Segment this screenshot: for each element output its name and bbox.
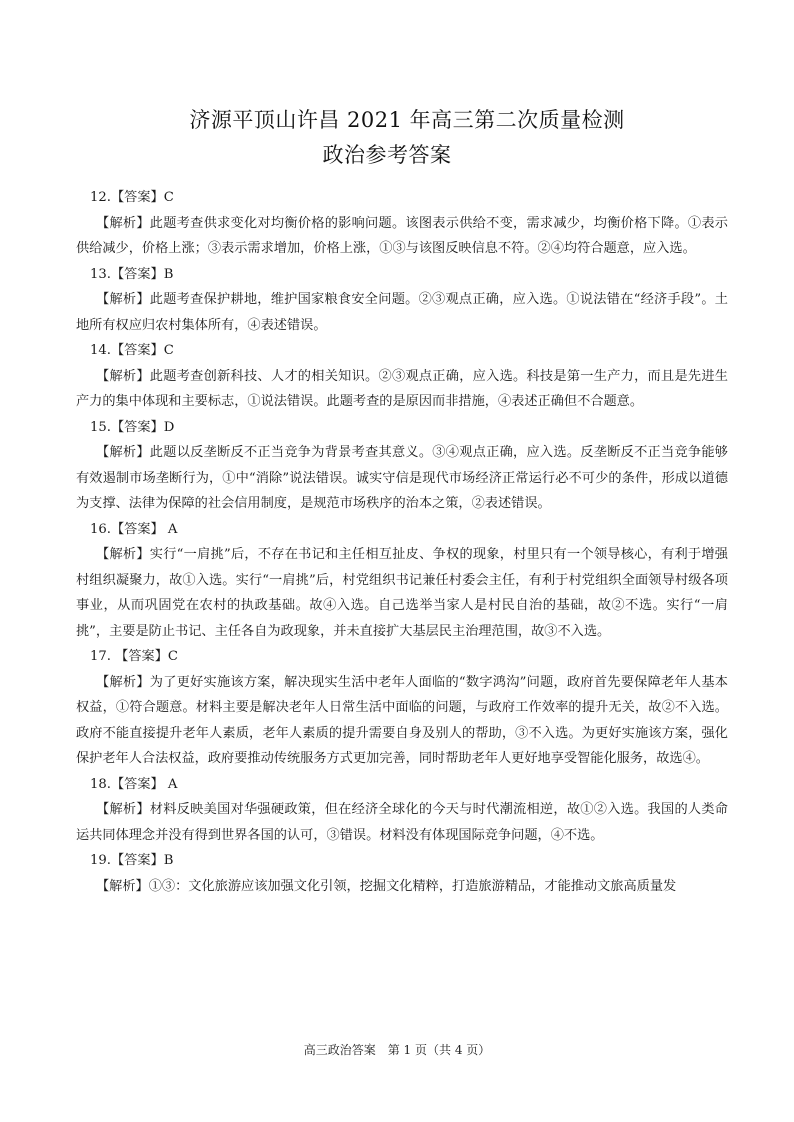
answer-head: 17. 【答案】C [90, 649, 179, 664]
answer-item-17 [76, 644, 728, 772]
answer-explanation: 【解析】此题考查创新科技、人才的相关知识。②③观点正确，应入选。科技是第一生产力，而且是先进生产力的集中体现和主要标志，①说法错误。此题考查的是原因而非措施，④表述正确但不合题意。 [76, 368, 728, 409]
answer-head: 18.【答案】 A [90, 776, 178, 792]
answer-head: 16.【答案】 A [90, 521, 178, 537]
answer-head: 19.【答案】B [90, 853, 174, 868]
answer-explanation: 【解析】①③：文化旅游应该加强文化引领，挖掘文化精粹，打造旅游精品，才能推动文旅高质量发 [96, 878, 677, 894]
document-title: 济源平顶山许昌 2021 年高三第二次质量检测 [189, 108, 625, 132]
answer-head: 12.【答案】C [90, 190, 174, 205]
answer-explanation: 【解析】此题考查保护耕地，维护国家粮食安全问题。②③观点正确，应入选。①说法错在“经济手段”。土地所有权应归农村集体所有，④表述错误。 [76, 292, 728, 333]
answer-item-16 [76, 517, 728, 645]
answer-explanation: 【解析】实行“一肩挑”后，不存在书记和主任相互扯皮、争权的现象，村里只有一个领导核心，有利于增强村组织凝聚力，故①入选。实行“一肩挑”后，村党组织书记兼任村委会主任，有利于村党组织全面领导村级各项事业，从而巩固党在农村的执政基础。故④入选。自己选举当家人是村民自治的基础，故②不选。实行“一肩挑”，主要是防止书记、主任各自为政现象，并未直接扩大基层民主治理范围，故③不入选。 [76, 547, 728, 639]
answer-explanation: 【解析】此题以反垄断反不正当竞争为背景考查其意义。③④观点正确，应入选。反垄断反不正当竞争能够有效遏制市场垄断行为，①中“消除”说法错误。诚实守信是现代市场经济正常运行必不可少的条件，形成以道德为支撑、法律为保障的社会信用制度，是规范市场秩序的治本之策，②表述错误。 [76, 445, 728, 511]
answer-item-13 [76, 262, 728, 339]
answer-item-18 [76, 772, 728, 849]
answer-head: 15.【答案】D [90, 419, 175, 435]
answer-item-15 [76, 415, 728, 517]
answer-head: 13.【答案】B [90, 266, 174, 282]
document-subtitle: 政治参考答案 [322, 143, 452, 167]
answer-item-19 [76, 848, 728, 899]
answer-head: 14.【答案】C [90, 343, 174, 358]
answer-explanation: 【解析】材料反映美国对华强硬政策，但在经济全球化的今天与时代潮流相逆，故①②入选。我国的人类命运共同体理念并没有得到世界各国的认可，③错误。材料没有体现国际竞争问题，④不选。 [76, 802, 728, 843]
answer-item-12 [76, 185, 728, 262]
answer-list [76, 185, 728, 899]
answer-explanation: 【解析】为了更好实施该方案，解决现实生活中老年人面临的“数字鸿沟”问题，政府首先要保障老年人基本权益，①符合题意。材料主要是解决老年人日常生活中面临的问题，与政府工作效率的提升无关，故②不入选。政府不能直接提升老年人素质，老年人素质的提升需要自身及别人的帮助，③不入选。为更好实施该方案，强化保护老年人合法权益，政府要推动传统服务方式更加完善，同时帮助老年人更好地享受智能化服务，故选④。 [76, 674, 728, 766]
answer-item-14 [76, 338, 728, 415]
page-footer: 高三政治答案 第 1 页（共 4 页） [303, 1043, 491, 1057]
answer-explanation: 【解析】此题考查供求变化对均衡价格的影响问题。该图表示供给不变，需求减少，均衡价格下降。①表示供给减少，价格上涨；③表示需求增加，价格上涨，①③与该图反映信息不符。②④均符合题意，应入选。 [76, 215, 728, 256]
